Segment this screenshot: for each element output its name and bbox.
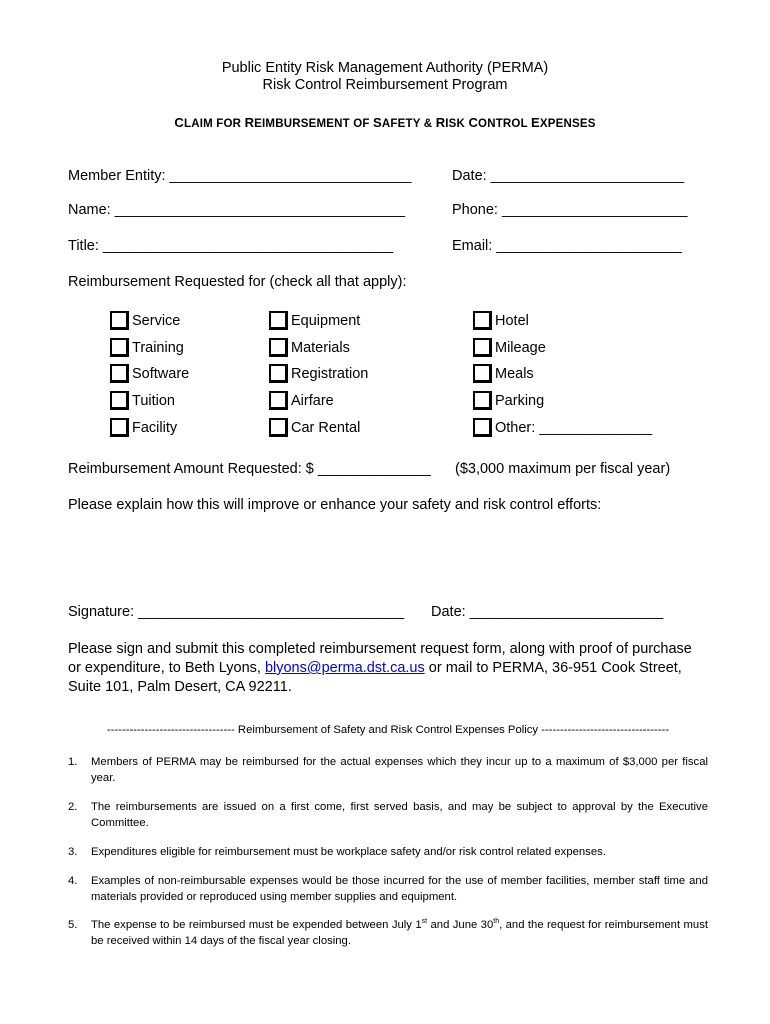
policy-item-3 <box>68 844 708 860</box>
checkbox-option[interactable] <box>110 304 180 330</box>
checkbox-label: Facility <box>132 419 178 436</box>
checkbox-icon[interactable] <box>110 391 129 410</box>
checkbox-icon[interactable] <box>110 338 129 357</box>
checkbox-label: Tuition <box>132 393 175 410</box>
checkbox-option[interactable] <box>110 384 175 410</box>
explain-area[interactable] <box>68 520 708 595</box>
checkbox-label: Other: ______________ <box>495 419 653 436</box>
explain-prompt: Please explain how this will improve or enhance your safety and risk control efforts: <box>68 497 602 513</box>
signature-date-field[interactable]: Date: ________________________ <box>431 604 664 620</box>
policy-heading: ---------------------------------- Reimbursement of Safety and Risk Control Expenses Policy ---------------------------------- <box>106 724 670 736</box>
checkbox-icon[interactable] <box>110 364 129 383</box>
policy-item-text: Expenditures eligible for reimbursement must be workplace safety and/or risk control related expenses. <box>91 846 606 858</box>
policy-item-number: 2. <box>68 801 78 813</box>
checkbox-icon[interactable] <box>269 364 288 383</box>
checkbox-icon[interactable] <box>269 391 288 410</box>
checkbox-label: Hotel <box>495 313 529 329</box>
checkbox-icon[interactable] <box>110 418 129 437</box>
date-field[interactable]: Date: ________________________ <box>452 168 685 184</box>
checkbox-label: Service <box>132 313 181 329</box>
title-rest-1: EIMBURSEMENT OF <box>254 118 374 130</box>
name-field[interactable]: Name: ____________________________________ <box>68 202 406 218</box>
title-rest-5: XPENSES <box>539 118 596 130</box>
policy-item-5-post: , and the request for reimbursement must be received within 14 days of the fiscal year closing. <box>91 919 708 947</box>
checkbox-option[interactable] <box>269 384 334 410</box>
submit-line-1: Please sign and submit this completed reimbursement request form, along with proof of purchase <box>68 641 692 657</box>
checkbox-icon[interactable] <box>473 364 492 383</box>
submit-line-2-pre: or expenditure, to Beth Lyons, <box>68 660 265 676</box>
title-rest-0: LAIM FOR <box>184 118 245 130</box>
title-cap-2: S <box>373 115 382 130</box>
checkbox-option[interactable] <box>110 411 177 437</box>
checkbox-option[interactable] <box>269 331 350 357</box>
policy-item-text: The reimbursements are issued on a first come, first served basis, and may be subject to approval by the Executive Committee. <box>91 801 708 829</box>
policy-item-number: 3. <box>68 846 78 858</box>
checkbox-icon[interactable] <box>110 311 129 330</box>
checkbox-label: Car Rental <box>291 419 361 436</box>
checkbox-option[interactable] <box>269 411 360 437</box>
checkbox-label: Airfare <box>291 393 334 410</box>
checkbox-option[interactable] <box>110 331 184 357</box>
policy-item-text <box>91 917 708 949</box>
title-cap-5: E <box>530 115 540 130</box>
policy-item-number: 5. <box>68 919 78 931</box>
policy-item-5-sup2: th <box>493 918 500 926</box>
checkbox-option[interactable] <box>110 357 189 383</box>
email-field[interactable]: Email: _______________________ <box>452 238 682 254</box>
submit-line-3: Suite 101, Palm Desert, CA 92211. <box>68 679 292 695</box>
checkbox-option[interactable] <box>473 304 529 330</box>
form-title <box>0 115 770 130</box>
title-rest-4: ONTROL <box>478 118 531 130</box>
submit-line-2 <box>68 659 692 678</box>
checkbox-option[interactable] <box>269 304 360 330</box>
policy-item-number: 1. <box>68 756 78 768</box>
checkbox-option[interactable] <box>473 331 546 357</box>
signature-field[interactable]: Signature: _________________________________ <box>68 604 405 620</box>
phone-field[interactable]: Phone: _______________________ <box>452 202 688 218</box>
submit-line-2-post: or mail to PERMA, 36-951 Cook Street, <box>424 660 682 676</box>
checkbox-label: Meals <box>495 366 534 383</box>
title-cap-1: R <box>244 115 255 130</box>
checkbox-label: Materials <box>291 339 350 356</box>
checkbox-label: Software <box>132 366 190 383</box>
policy-item-text: Examples of non-reimbursable expenses would be those incurred for the use of member facilities, member staff time and materials provided or reproduced using member supplies and equipment. <box>91 875 708 903</box>
title-cap-0: C <box>174 115 184 130</box>
checkbox-label: Mileage <box>495 339 546 356</box>
amount-note: ($3,000 maximum per fiscal year) <box>455 461 671 477</box>
policy-item-1 <box>68 754 708 786</box>
checkbox-label: Training <box>132 339 184 356</box>
policy-item-2 <box>68 799 708 831</box>
reimbursement-heading: Reimbursement Requested for (check all that apply): <box>68 274 407 290</box>
checkbox-icon[interactable] <box>269 418 288 437</box>
checkbox-icon[interactable] <box>473 311 492 330</box>
amount-field[interactable]: Reimbursement Amount Requested: $ ______________ <box>68 461 431 477</box>
policy-item-4 <box>68 873 708 905</box>
policy-item-5 <box>68 917 708 949</box>
org-name: Public Entity Risk Management Authority (PERMA) <box>221 60 549 76</box>
checkbox-icon[interactable] <box>473 338 492 357</box>
checkbox-label: Equipment <box>291 313 361 329</box>
checkbox-icon[interactable] <box>269 338 288 357</box>
title-cap-4: C <box>468 115 479 130</box>
policy-item-5-sup1: st <box>421 918 428 926</box>
title-rest-2: AFETY & <box>381 118 436 130</box>
policy-item-number: 4. <box>68 875 78 887</box>
title-field[interactable]: Title: ____________________________________ <box>68 238 394 254</box>
checkbox-option[interactable] <box>473 384 544 410</box>
policy-item-5-mid: and June 30 <box>427 919 494 931</box>
checkbox-option[interactable] <box>473 411 652 437</box>
checkbox-icon[interactable] <box>473 418 492 437</box>
checkbox-label: Registration <box>291 366 369 383</box>
checkbox-label: Parking <box>495 393 545 410</box>
program-name: Risk Control Reimbursement Program <box>262 77 508 93</box>
policy-item-text: Members of PERMA may be reimbursed for the actual expenses which they incur up to a maximum of $3,000 per fiscal year. <box>91 756 708 784</box>
checkbox-icon[interactable] <box>269 311 288 330</box>
email-link[interactable]: blyons@perma.dst.ca.us <box>264 660 425 676</box>
submit-instructions <box>68 640 692 697</box>
title-cap-3: R <box>435 115 446 130</box>
checkbox-icon[interactable] <box>473 391 492 410</box>
checkbox-option[interactable] <box>473 357 534 383</box>
policy-item-5-pre: The expense to be reimbursed must be expended between July 1 <box>91 919 422 931</box>
title-rest-3: ISK <box>445 118 469 130</box>
checkbox-option[interactable] <box>269 357 368 383</box>
member-entity-field[interactable]: Member Entity: ______________________________ <box>68 168 412 184</box>
